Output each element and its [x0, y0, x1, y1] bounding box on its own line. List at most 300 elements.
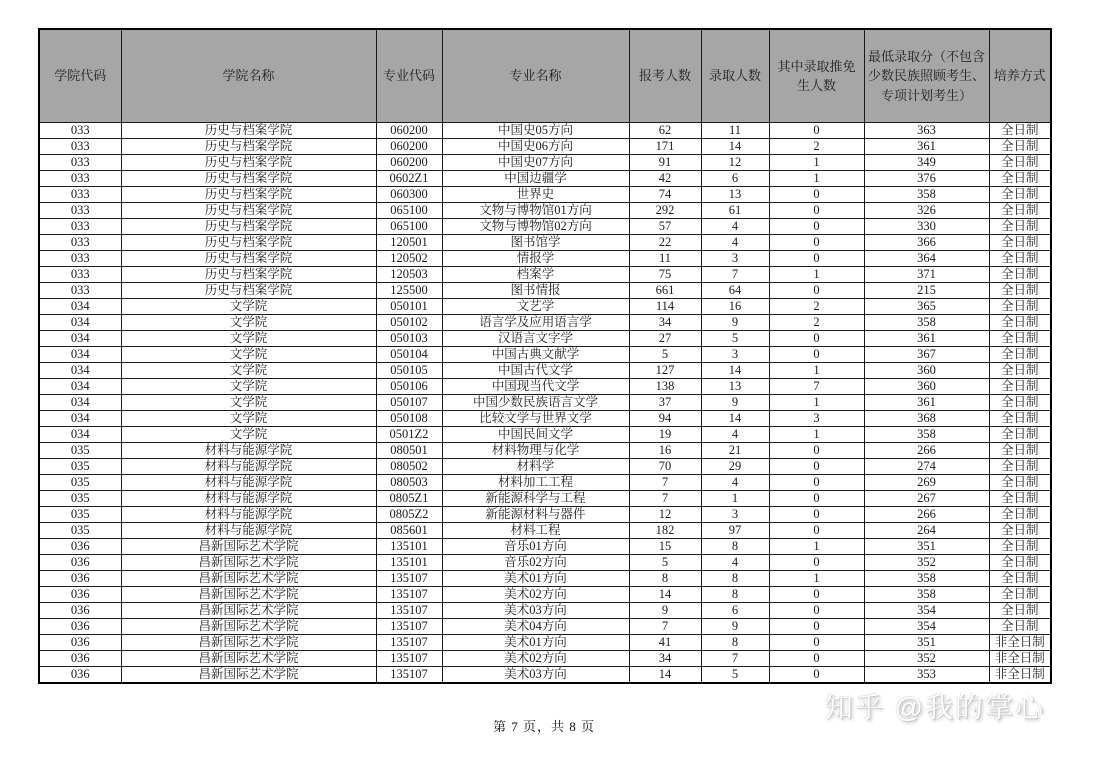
table-cell-col5: 3	[701, 507, 769, 523]
column-header-1: 学院名称	[121, 29, 376, 123]
table-cell-col6: 0	[769, 203, 864, 219]
table-cell-col8: 全日制	[989, 603, 1051, 619]
table-cell-col4: 11	[629, 251, 701, 267]
table-cell-col0: 035	[39, 443, 121, 459]
table-row	[39, 619, 1051, 635]
table-cell-col4: 19	[629, 427, 701, 443]
table-cell-col1: 材料与能源学院	[121, 523, 376, 539]
table-cell-col1: 材料与能源学院	[121, 491, 376, 507]
table-row	[39, 123, 1051, 139]
table-cell-col7: 269	[864, 475, 989, 491]
zhihu-watermark: 知乎 @我的掌心	[824, 692, 1045, 723]
table-cell-col5: 4	[701, 235, 769, 251]
table-cell-col5: 29	[701, 459, 769, 475]
table-cell-col4: 7	[629, 619, 701, 635]
table-cell-col5: 16	[701, 299, 769, 315]
table-cell-col3: 情报学	[442, 251, 629, 267]
table-cell-col1: 材料与能源学院	[121, 443, 376, 459]
table-cell-col8: 全日制	[989, 539, 1051, 555]
table-cell-col4: 70	[629, 459, 701, 475]
table-cell-col6: 0	[769, 619, 864, 635]
table-cell-col3: 材料物理与化学	[442, 443, 629, 459]
table-row	[39, 331, 1051, 347]
table-cell-col6: 0	[769, 651, 864, 667]
table-cell-col8: 全日制	[989, 587, 1051, 603]
table-cell-col5: 11	[701, 123, 769, 139]
table-cell-col8: 全日制	[989, 619, 1051, 635]
table-cell-col6: 7	[769, 379, 864, 395]
page-number-indicator: 第 7 页，共 8 页	[492, 719, 595, 734]
table-cell-col0: 033	[39, 283, 121, 299]
admissions-table	[38, 28, 1052, 684]
table-cell-col2: 050104	[376, 347, 442, 363]
table-cell-col4: 62	[629, 123, 701, 139]
table-cell-col0: 033	[39, 235, 121, 251]
table-cell-col6: 1	[769, 395, 864, 411]
table-cell-col5: 14	[701, 411, 769, 427]
table-cell-col3: 汉语言文字学	[442, 331, 629, 347]
table-cell-col7: 366	[864, 235, 989, 251]
table-cell-col8: 全日制	[989, 315, 1051, 331]
table-cell-col2: 080501	[376, 443, 442, 459]
table-cell-col5: 8	[701, 635, 769, 651]
table-cell-col2: 085601	[376, 523, 442, 539]
table-cell-col2: 050105	[376, 363, 442, 379]
table-cell-col7: 361	[864, 139, 989, 155]
table-cell-col4: 12	[629, 507, 701, 523]
table-cell-col4: 34	[629, 315, 701, 331]
table-cell-col8: 全日制	[989, 363, 1051, 379]
table-cell-col1: 材料与能源学院	[121, 459, 376, 475]
table-cell-col2: 135101	[376, 539, 442, 555]
table-cell-col4: 7	[629, 475, 701, 491]
table-row	[39, 267, 1051, 283]
table-cell-col4: 75	[629, 267, 701, 283]
table-cell-col4: 27	[629, 331, 701, 347]
table-row	[39, 555, 1051, 571]
table-cell-col3: 中国史05方向	[442, 123, 629, 139]
table-cell-col4: 42	[629, 171, 701, 187]
table-cell-col5: 13	[701, 187, 769, 203]
table-row	[39, 251, 1051, 267]
table-cell-col3: 语言学及应用语言学	[442, 315, 629, 331]
table-row	[39, 603, 1051, 619]
table-cell-col1: 昌新国际艺术学院	[121, 571, 376, 587]
table-cell-col4: 37	[629, 395, 701, 411]
table-cell-col1: 文学院	[121, 331, 376, 347]
table-cell-col6: 0	[769, 187, 864, 203]
table-cell-col8: 全日制	[989, 491, 1051, 507]
table-cell-col5: 8	[701, 587, 769, 603]
table-cell-col4: 34	[629, 651, 701, 667]
table-cell-col5: 61	[701, 203, 769, 219]
table-cell-col7: 361	[864, 395, 989, 411]
table-cell-col5: 4	[701, 219, 769, 235]
table-cell-col0: 034	[39, 331, 121, 347]
table-cell-col4: 22	[629, 235, 701, 251]
table-cell-col0: 034	[39, 363, 121, 379]
table-cell-col4: 91	[629, 155, 701, 171]
table-cell-col4: 74	[629, 187, 701, 203]
table-cell-col6: 0	[769, 283, 864, 299]
table-cell-col1: 文学院	[121, 395, 376, 411]
table-cell-col2: 050107	[376, 395, 442, 411]
table-cell-col7: 365	[864, 299, 989, 315]
table-cell-col2: 120503	[376, 267, 442, 283]
table-cell-col1: 文学院	[121, 299, 376, 315]
table-cell-col1: 历史与档案学院	[121, 123, 376, 139]
table-row	[39, 507, 1051, 523]
table-cell-col2: 135107	[376, 587, 442, 603]
table-cell-col6: 1	[769, 267, 864, 283]
column-header-2: 专业代码	[376, 29, 442, 123]
table-cell-col2: 0805Z2	[376, 507, 442, 523]
table-cell-col0: 033	[39, 123, 121, 139]
table-cell-col7: 360	[864, 379, 989, 395]
table-cell-col5: 4	[701, 555, 769, 571]
table-cell-col3: 中国古代文学	[442, 363, 629, 379]
table-row	[39, 203, 1051, 219]
table-cell-col5: 8	[701, 571, 769, 587]
table-cell-col0: 034	[39, 411, 121, 427]
table-cell-col3: 世界史	[442, 187, 629, 203]
table-cell-col6: 0	[769, 667, 864, 684]
table-cell-col1: 历史与档案学院	[121, 155, 376, 171]
table-cell-col1: 昌新国际艺术学院	[121, 539, 376, 555]
table-cell-col7: 352	[864, 555, 989, 571]
table-cell-col1: 文学院	[121, 411, 376, 427]
table-cell-col8: 全日制	[989, 139, 1051, 155]
table-cell-col5: 7	[701, 651, 769, 667]
table-cell-col7: 264	[864, 523, 989, 539]
table-cell-col0: 036	[39, 619, 121, 635]
table-row	[39, 667, 1051, 684]
table-cell-col2: 125500	[376, 283, 442, 299]
table-cell-col5: 6	[701, 171, 769, 187]
table-cell-col2: 135107	[376, 603, 442, 619]
table-cell-col3: 音乐02方向	[442, 555, 629, 571]
table-cell-col0: 035	[39, 523, 121, 539]
table-row	[39, 523, 1051, 539]
table-cell-col6: 0	[769, 507, 864, 523]
table-cell-col3: 美术01方向	[442, 571, 629, 587]
table-cell-col0: 036	[39, 539, 121, 555]
table-cell-col4: 57	[629, 219, 701, 235]
table-cell-col1: 历史与档案学院	[121, 219, 376, 235]
table-cell-col5: 3	[701, 347, 769, 363]
table-cell-col8: 全日制	[989, 395, 1051, 411]
table-cell-col6: 0	[769, 123, 864, 139]
table-cell-col7: 353	[864, 667, 989, 684]
table-cell-col0: 036	[39, 651, 121, 667]
table-cell-col7: 266	[864, 443, 989, 459]
table-cell-col8: 全日制	[989, 555, 1051, 571]
table-cell-col7: 363	[864, 123, 989, 139]
table-cell-col3: 中国古典文献学	[442, 347, 629, 363]
table-cell-col1: 文学院	[121, 347, 376, 363]
table-cell-col6: 1	[769, 571, 864, 587]
table-row	[39, 651, 1051, 667]
table-cell-col1: 昌新国际艺术学院	[121, 619, 376, 635]
table-cell-col0: 034	[39, 379, 121, 395]
table-cell-col7: 358	[864, 315, 989, 331]
table-cell-col6: 0	[769, 251, 864, 267]
table-cell-col1: 历史与档案学院	[121, 187, 376, 203]
table-cell-col3: 中国现当代文学	[442, 379, 629, 395]
table-cell-col5: 14	[701, 363, 769, 379]
column-header-7: 最低录取分（不包含少数民族照顾考生、专项计划考生）	[864, 29, 989, 123]
table-cell-col7: 354	[864, 603, 989, 619]
column-header-6: 其中录取推免生人数	[769, 29, 864, 123]
table-row	[39, 395, 1051, 411]
table-cell-col7: 349	[864, 155, 989, 171]
table-cell-col0: 035	[39, 459, 121, 475]
table-cell-col6: 2	[769, 299, 864, 315]
table-cell-col8: 全日制	[989, 155, 1051, 171]
table-cell-col3: 美术02方向	[442, 651, 629, 667]
table-cell-col4: 292	[629, 203, 701, 219]
table-cell-col4: 14	[629, 667, 701, 684]
table-cell-col6: 3	[769, 411, 864, 427]
table-cell-col5: 5	[701, 331, 769, 347]
table-cell-col2: 050102	[376, 315, 442, 331]
table-cell-col3: 材料工程	[442, 523, 629, 539]
table-cell-col3: 中国边疆学	[442, 171, 629, 187]
table-cell-col7: 361	[864, 331, 989, 347]
table-cell-col0: 034	[39, 315, 121, 331]
table-cell-col3: 新能源材料与器件	[442, 507, 629, 523]
table-cell-col7: 364	[864, 251, 989, 267]
table-header-row	[39, 29, 1051, 123]
table-cell-col3: 新能源科学与工程	[442, 491, 629, 507]
table-cell-col6: 0	[769, 555, 864, 571]
table-row	[39, 299, 1051, 315]
table-cell-col2: 065100	[376, 219, 442, 235]
table-cell-col3: 材料学	[442, 459, 629, 475]
table-cell-col6: 0	[769, 587, 864, 603]
table-cell-col8: 非全日制	[989, 635, 1051, 651]
table-cell-col8: 全日制	[989, 571, 1051, 587]
table-cell-col8: 非全日制	[989, 667, 1051, 684]
table-row	[39, 171, 1051, 187]
table-cell-col0: 036	[39, 667, 121, 684]
table-cell-col2: 135101	[376, 555, 442, 571]
table-row	[39, 363, 1051, 379]
table-cell-col0: 033	[39, 187, 121, 203]
table-cell-col5: 5	[701, 667, 769, 684]
table-cell-col5: 14	[701, 139, 769, 155]
table-cell-col7: 358	[864, 571, 989, 587]
table-cell-col6: 0	[769, 331, 864, 347]
table-cell-col1: 昌新国际艺术学院	[121, 635, 376, 651]
table-cell-col2: 050103	[376, 331, 442, 347]
table-row	[39, 379, 1051, 395]
table-row	[39, 571, 1051, 587]
table-row	[39, 475, 1051, 491]
table-cell-col5: 13	[701, 379, 769, 395]
table-cell-col4: 661	[629, 283, 701, 299]
table-cell-col2: 060200	[376, 155, 442, 171]
table-cell-col7: 267	[864, 491, 989, 507]
table-cell-col7: 352	[864, 651, 989, 667]
table-cell-col7: 330	[864, 219, 989, 235]
table-cell-col7: 358	[864, 427, 989, 443]
table-cell-col7: 266	[864, 507, 989, 523]
table-cell-col6: 0	[769, 603, 864, 619]
table-cell-col0: 033	[39, 219, 121, 235]
table-cell-col5: 4	[701, 427, 769, 443]
table-row	[39, 155, 1051, 171]
table-cell-col2: 050101	[376, 299, 442, 315]
table-row	[39, 539, 1051, 555]
table-cell-col0: 036	[39, 635, 121, 651]
table-cell-col4: 41	[629, 635, 701, 651]
table-cell-col8: 全日制	[989, 299, 1051, 315]
table-cell-col1: 昌新国际艺术学院	[121, 651, 376, 667]
table-cell-col0: 033	[39, 155, 121, 171]
table-cell-col8: 全日制	[989, 347, 1051, 363]
table-row	[39, 219, 1051, 235]
table-cell-col3: 文物与博物馆01方向	[442, 203, 629, 219]
table-cell-col8: 全日制	[989, 411, 1051, 427]
table-cell-col0: 035	[39, 475, 121, 491]
table-cell-col3: 中国少数民族语言文学	[442, 395, 629, 411]
table-cell-col1: 文学院	[121, 363, 376, 379]
table-row	[39, 187, 1051, 203]
table-cell-col6: 0	[769, 523, 864, 539]
table-cell-col4: 127	[629, 363, 701, 379]
table-cell-col5: 9	[701, 619, 769, 635]
table-cell-col2: 120502	[376, 251, 442, 267]
table-cell-col6: 0	[769, 635, 864, 651]
table-cell-col2: 080502	[376, 459, 442, 475]
table-cell-col0: 036	[39, 571, 121, 587]
table-cell-col1: 文学院	[121, 379, 376, 395]
table-cell-col6: 0	[769, 347, 864, 363]
table-cell-col3: 材料加工工程	[442, 475, 629, 491]
table-cell-col1: 昌新国际艺术学院	[121, 555, 376, 571]
table-cell-col8: 全日制	[989, 251, 1051, 267]
table-cell-col7: 354	[864, 619, 989, 635]
table-cell-col8: 全日制	[989, 123, 1051, 139]
table-cell-col0: 033	[39, 203, 121, 219]
table-cell-col8: 全日制	[989, 459, 1051, 475]
table-cell-col7: 368	[864, 411, 989, 427]
table-cell-col3: 中国史06方向	[442, 139, 629, 155]
table-cell-col2: 135107	[376, 619, 442, 635]
table-cell-col7: 351	[864, 635, 989, 651]
table-cell-col2: 060200	[376, 139, 442, 155]
table-cell-col7: 367	[864, 347, 989, 363]
table-cell-col6: 0	[769, 459, 864, 475]
table-row	[39, 139, 1051, 155]
table-cell-col6: 1	[769, 171, 864, 187]
table-cell-col1: 历史与档案学院	[121, 283, 376, 299]
table-cell-col7: 376	[864, 171, 989, 187]
table-cell-col0: 033	[39, 139, 121, 155]
table-cell-col2: 135107	[376, 571, 442, 587]
table-cell-col0: 034	[39, 395, 121, 411]
table-cell-col5: 6	[701, 603, 769, 619]
table-cell-col3: 文艺学	[442, 299, 629, 315]
table-cell-col8: 全日制	[989, 475, 1051, 491]
table-cell-col2: 065100	[376, 203, 442, 219]
table-cell-col7: 326	[864, 203, 989, 219]
table-cell-col0: 034	[39, 427, 121, 443]
table-cell-col4: 138	[629, 379, 701, 395]
table-cell-col3: 比较文学与世界文学	[442, 411, 629, 427]
table-cell-col0: 034	[39, 299, 121, 315]
table-cell-col2: 135107	[376, 635, 442, 651]
table-cell-col6: 2	[769, 315, 864, 331]
table-cell-col2: 0501Z2	[376, 427, 442, 443]
table-cell-col8: 全日制	[989, 283, 1051, 299]
table-cell-col0: 036	[39, 603, 121, 619]
table-cell-col6: 0	[769, 235, 864, 251]
table-cell-col1: 历史与档案学院	[121, 171, 376, 187]
table-cell-col8: 全日制	[989, 187, 1051, 203]
table-cell-col7: 351	[864, 539, 989, 555]
table-cell-col2: 080503	[376, 475, 442, 491]
table-cell-col6: 0	[769, 443, 864, 459]
table-cell-col3: 档案学	[442, 267, 629, 283]
table-cell-col1: 历史与档案学院	[121, 139, 376, 155]
table-cell-col2: 050106	[376, 379, 442, 395]
table-cell-col0: 036	[39, 555, 121, 571]
table-cell-col3: 中国民间文学	[442, 427, 629, 443]
table-cell-col8: 非全日制	[989, 651, 1051, 667]
table-cell-col3: 音乐01方向	[442, 539, 629, 555]
table-cell-col6: 0	[769, 219, 864, 235]
table-cell-col8: 全日制	[989, 507, 1051, 523]
table-cell-col1: 材料与能源学院	[121, 475, 376, 491]
table-row	[39, 283, 1051, 299]
column-header-8: 培养方式	[989, 29, 1051, 123]
column-header-0: 学院代码	[39, 29, 121, 123]
table-cell-col3: 美术03方向	[442, 667, 629, 684]
table-cell-col3: 美术01方向	[442, 635, 629, 651]
table-cell-col0: 033	[39, 251, 121, 267]
table-cell-col2: 0602Z1	[376, 171, 442, 187]
table-cell-col3: 美术04方向	[442, 619, 629, 635]
table-row	[39, 347, 1051, 363]
table-cell-col2: 120501	[376, 235, 442, 251]
table-cell-col1: 历史与档案学院	[121, 203, 376, 219]
table-cell-col8: 全日制	[989, 443, 1051, 459]
table-cell-col5: 64	[701, 283, 769, 299]
table-cell-col0: 035	[39, 491, 121, 507]
table-cell-col6: 1	[769, 363, 864, 379]
table-cell-col0: 035	[39, 507, 121, 523]
table-cell-col1: 昌新国际艺术学院	[121, 587, 376, 603]
table-cell-col4: 14	[629, 587, 701, 603]
table-cell-col3: 文物与博物馆02方向	[442, 219, 629, 235]
table-cell-col7: 274	[864, 459, 989, 475]
table-cell-col0: 034	[39, 347, 121, 363]
table-cell-col4: 114	[629, 299, 701, 315]
table-cell-col5: 21	[701, 443, 769, 459]
table-cell-col8: 全日制	[989, 379, 1051, 395]
table-cell-col3: 美术03方向	[442, 603, 629, 619]
table-cell-col6: 1	[769, 155, 864, 171]
table-cell-col4: 15	[629, 539, 701, 555]
table-cell-col4: 5	[629, 347, 701, 363]
table-cell-col3: 图书馆学	[442, 235, 629, 251]
table-cell-col2: 060200	[376, 123, 442, 139]
table-cell-col5: 7	[701, 267, 769, 283]
table-cell-col5: 9	[701, 395, 769, 411]
table-cell-col5: 97	[701, 523, 769, 539]
